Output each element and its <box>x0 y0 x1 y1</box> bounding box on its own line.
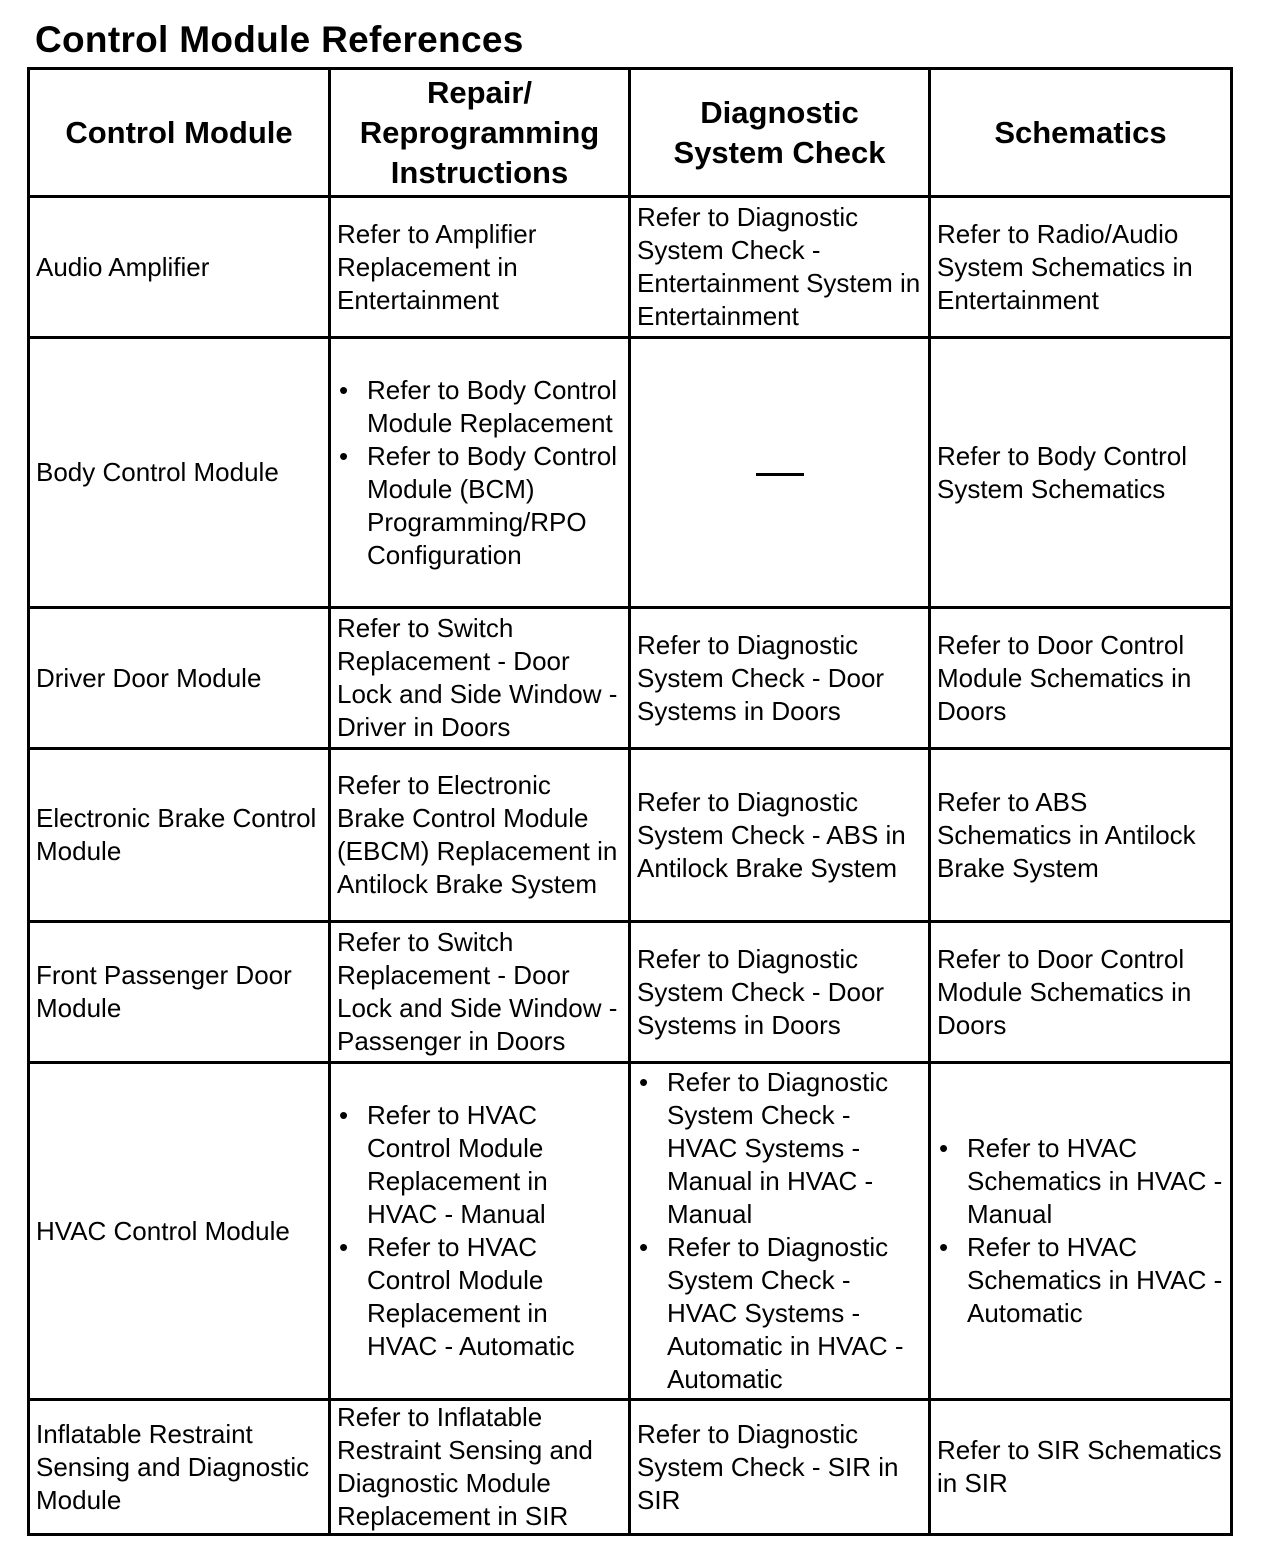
diagnostic-text: Refer to Diagnostic System Check - ABS in Antilock Brake System <box>637 786 906 883</box>
diagnostic-cell <box>630 608 930 749</box>
diagnostic-text: Refer to Diagnostic System Check - Door Systems in Doors <box>637 629 885 726</box>
column-header-diagnostic <box>630 69 930 197</box>
diagnostic-bullet-list <box>637 1066 922 1396</box>
module-name-cell: HVAC Control Module <box>29 1063 330 1400</box>
schematics-cell <box>930 749 1232 922</box>
schematics-text: Refer to ABS Schematics in Antilock Brake System <box>937 786 1196 883</box>
schematics-cell <box>930 197 1232 338</box>
schematics-cell <box>930 608 1232 749</box>
diagnostic-cell <box>630 922 930 1063</box>
diagnostic-cell <box>630 197 930 338</box>
repair-cell <box>330 922 630 1063</box>
bullet-item: • Refer to Body Control Module Replacement <box>337 374 622 440</box>
diagnostic-cell <box>630 1400 930 1535</box>
schematics-text: Refer to Door Control Module Schematics in Doors <box>937 629 1192 726</box>
repair-cell <box>330 197 630 338</box>
bullet-item: • Refer to HVAC Schematics in HVAC - Manual <box>937 1132 1224 1231</box>
header-row <box>29 69 1232 197</box>
bullet-item: • Refer to Diagnostic System Check - HVAC Systems - Manual in HVAC - Manual <box>637 1066 922 1231</box>
diagnostic-cell <box>630 338 930 608</box>
column-header-control-module: Control Module <box>29 69 330 197</box>
bullet-item: • Refer to HVAC Schematics in HVAC - Automatic <box>937 1231 1224 1330</box>
column-header-repair-text: Repair/ Reprogramming Instructions <box>359 74 600 190</box>
module-name-cell: Inflatable Restraint Sensing and Diagnostic Module <box>29 1400 330 1535</box>
table-body <box>29 197 1232 1535</box>
page-title: Control Module References <box>35 19 524 60</box>
table-row <box>29 197 1232 338</box>
bullet-item: • Refer to HVAC Control Module Replacement in HVAC - Automatic <box>337 1231 622 1363</box>
repair-bullet-list <box>337 1099 622 1363</box>
diagnostic-text: Refer to Diagnostic System Check - SIR in SIR <box>637 1418 899 1515</box>
control-module-references-table <box>27 67 1233 1536</box>
repair-bullet-list <box>337 374 622 572</box>
repair-cell <box>330 608 630 749</box>
repair-text: Refer to Electronic Brake Control Module (EBCM) Replacement in Antilock Brake System <box>337 770 618 899</box>
module-name-cell: Front Passenger Door Module <box>29 922 330 1063</box>
repair-text: Refer to Switch Replacement - Door Lock and Side Window - Driver in Doors <box>337 613 618 742</box>
table-row <box>29 338 1232 608</box>
module-name-cell: Driver Door Module <box>29 608 330 749</box>
module-name-cell: Electronic Brake Control Module <box>29 749 330 922</box>
column-header-diagnostic-text: Diagnostic System Check <box>673 94 886 170</box>
module-name-cell: Audio Amplifier <box>29 197 330 338</box>
schematics-text: Refer to Radio/Audio System Schematics in Entertainment <box>937 218 1193 315</box>
repair-cell <box>330 1063 630 1400</box>
table-row <box>29 922 1232 1063</box>
repair-text: Refer to Amplifier Replacement in Entertainment <box>337 218 537 315</box>
schematics-cell <box>930 1400 1232 1535</box>
repair-text: Refer to Switch Replacement - Door Lock and Side Window - Passenger in Doors <box>337 927 618 1056</box>
bullet-item: • Refer to Diagnostic System Check - HVAC Systems - Automatic in HVAC - Automatic <box>637 1231 922 1396</box>
repair-cell <box>330 338 630 608</box>
repair-cell <box>330 1400 630 1535</box>
schematics-cell <box>930 338 1232 608</box>
empty-dash <box>756 473 804 476</box>
bullet-item: • Refer to HVAC Control Module Replacement in HVAC - Manual <box>337 1099 622 1231</box>
schematics-text: Refer to Door Control Module Schematics in Doors <box>937 943 1192 1040</box>
bullet-item: • Refer to Body Control Module (BCM) Programming/RPO Configuration <box>337 440 622 572</box>
column-header-repair <box>330 69 630 197</box>
diagnostic-text: Refer to Diagnostic System Check - Entertainment System in Entertainment <box>637 202 921 331</box>
repair-text: Refer to Inflatable Restraint Sensing and Diagnostic Module Replacement in SIR <box>337 1402 593 1531</box>
table-row <box>29 608 1232 749</box>
table-row <box>29 1063 1232 1400</box>
schematics-text: Refer to SIR Schematics in SIR <box>937 1435 1222 1498</box>
schematics-cell <box>930 922 1232 1063</box>
column-header-schematics: Schematics <box>930 69 1232 197</box>
diagnostic-text: Refer to Diagnostic System Check - Door Systems in Doors <box>637 943 885 1040</box>
repair-cell <box>330 749 630 922</box>
table-row <box>29 749 1232 922</box>
diagnostic-cell <box>630 1063 930 1400</box>
schematics-cell <box>930 1063 1232 1400</box>
schematics-text: Refer to Body Control System Schematics <box>937 440 1188 504</box>
module-name-cell: Body Control Module <box>29 338 330 608</box>
table-row <box>29 1400 1232 1535</box>
schematics-bullet-list <box>937 1132 1224 1330</box>
diagnostic-cell <box>630 749 930 922</box>
